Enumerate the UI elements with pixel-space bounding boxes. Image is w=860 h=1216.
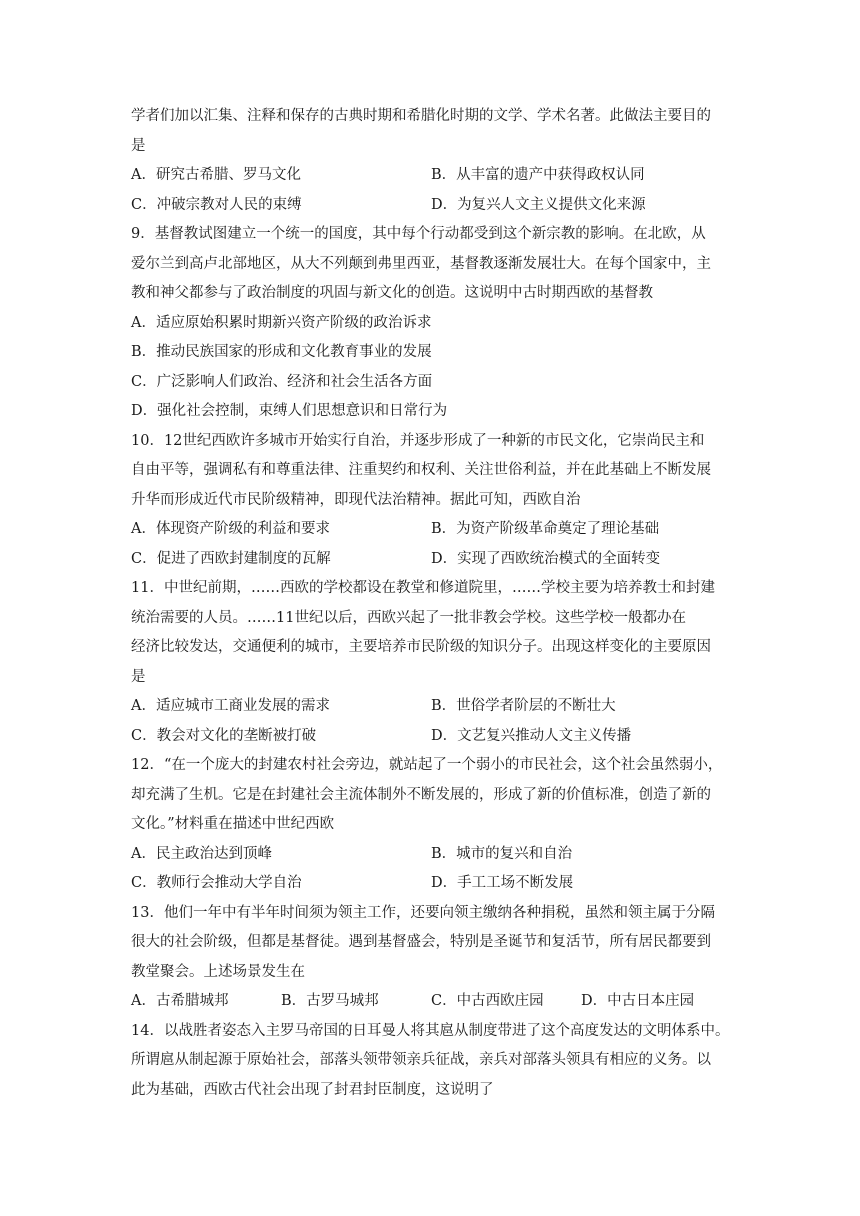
option-d[interactable]: D．为复兴人文主义提供文化来源 (431, 196, 646, 213)
question-8-tail (131, 102, 771, 220)
option-c[interactable]: C．中古西欧庄园 (431, 993, 544, 1009)
question-stem-line: 文化。”材料重在描述中世纪西欧 (131, 816, 335, 832)
question-stem-line: 学者们加以汇集、注释和保存的古典时期和希腊化时期的文学、学术名著。此做法主要目的 (131, 108, 711, 124)
option-a[interactable]: A．民主政治达到顶峰 (131, 845, 272, 862)
option-b[interactable]: B．世俗学者阶层的不断壮大 (431, 698, 616, 714)
option-a[interactable]: A．研究古希腊、罗马文化 (131, 167, 301, 183)
options-row (131, 840, 771, 870)
question-12 (131, 751, 771, 899)
option-c[interactable]: C．冲破宗教对人民的束缚 (131, 196, 302, 213)
option-d[interactable]: D．中古日本庄园 (581, 993, 695, 1009)
question-stem-line: 教和神父都参与了政治制度的巩固与新文化的创造。这说明中古时期西欧的基督教 (131, 285, 653, 301)
question-stem-line: 14．以战胜者姿态入主罗马帝国的日耳曼人将其扈从制度带进了这个高度发达的文明体系中。 (131, 1022, 730, 1039)
question-stem-line: 是 (131, 668, 146, 685)
option-b[interactable]: B．推动民族国家的形成和文化教育事业的发展 (131, 344, 432, 360)
question-stem-line: 教堂聚会。上述场景发生在 (131, 963, 305, 980)
question-stem-line: 自由平等，强调私有和尊重法律、注重契约和权利、关注世俗利益，并在此基础上不断发展 (131, 462, 711, 478)
question-stem-line: 9．基督教试图建立一个统一的国度，其中每个行动都受到这个新宗教的影响。在北欧，从 (131, 226, 706, 242)
question-stem-line: 此为基础，西欧古代社会出现了封君封臣制度，这说明了 (131, 1081, 494, 1098)
option-c[interactable]: C．教师行会推动大学自治 (131, 875, 302, 891)
question-stem-line: 12．“在一个庞大的封建农村社会旁边，就站起了一个弱小的市民社会，这个社会虽然弱小， (131, 757, 723, 773)
question-list (131, 102, 771, 1105)
option-b[interactable]: B．城市的复兴和自治 (431, 845, 573, 862)
question-stem-line: 10．12世纪西欧许多城市开始实行自治，并逐步形成了一种新的市民文化，它崇尚民主和 (131, 432, 705, 449)
option-d[interactable]: D．强化社会控制，束缚人们思想意识和日常行为 (131, 403, 448, 419)
option-b[interactable]: B．为资产阶级革命奠定了理论基础 (431, 521, 660, 537)
option-c[interactable]: C．教会对文化的垄断被打破 (131, 727, 317, 744)
question-stem-line: 升华而形成近代市民阶级精神，即现代法治精神。据此可知，西欧自治 (131, 491, 581, 508)
options-row (131, 161, 771, 191)
options-row (131, 515, 771, 545)
question-stem-line: 13．他们一年中有半年时间须为领主工作，还要向领主缴纳各种捐税，虽然和领主属于分隔 (131, 904, 715, 921)
option-b[interactable]: B．古罗马城邦 (281, 993, 379, 1009)
question-stem-line: 11．中世纪前期，……西欧的学校都设在教堂和修道院里，……学校主要为培养教士和封建 (131, 580, 715, 596)
question-14 (131, 1017, 771, 1106)
option-c[interactable]: C．广泛影响人们政治、经济和社会生活各方面 (131, 373, 433, 390)
options-row (131, 545, 771, 575)
options-row (131, 692, 771, 722)
options-row (131, 869, 771, 899)
question-9 (131, 220, 771, 427)
question-stem-line: 爱尔兰到高卢北部地区，从大不列颠到弗里西亚，基督教逐渐发展壮大。在每个国家中，主 (131, 255, 711, 272)
option-c[interactable]: C．促进了西欧封建制度的瓦解 (131, 550, 331, 567)
options-row (131, 987, 771, 1017)
option-d[interactable]: D．文艺复兴推动人文主义传播 (431, 727, 632, 744)
question-stem-line: 却充满了生机。它是在封建社会主流体制外不断发展的，形成了新的价值标准，创造了新的 (131, 786, 711, 803)
option-a[interactable]: A．体现资产阶级的利益和要求 (131, 521, 330, 537)
option-b[interactable]: B．从丰富的遗产中获得政权认同 (431, 167, 645, 183)
option-d[interactable]: D．实现了西欧统治模式的全面转变 (431, 550, 661, 567)
options-row (131, 722, 771, 752)
question-stem-line: 很大的社会阶级，但都是基督徒。遇到基督盛会，特别是圣诞节和复活节，所有居民都要到 (131, 934, 711, 950)
question-stem-line: 所谓扈从制起源于原始社会，部落头领带领亲兵征战，亲兵对部落头领具有相应的义务。以 (131, 1052, 711, 1068)
options-row (131, 191, 771, 221)
question-13 (131, 899, 771, 1017)
option-a[interactable]: A．古希腊城邦 (131, 993, 229, 1009)
question-stem-line: 是 (131, 137, 146, 154)
question-stem-line: 统治需要的人员。……11世纪以后，西欧兴起了一批非教会学校。这些学校一般都办在 (131, 609, 686, 626)
question-stem-line: 经济比较发达，交通便利的城市，主要培养市民阶级的知识分子。出现这样变化的主要原因 (131, 639, 711, 655)
option-d[interactable]: D．手工工场不断发展 (431, 875, 574, 891)
question-10 (131, 427, 771, 575)
question-11 (131, 574, 771, 751)
option-a[interactable]: A．适应城市工商业发展的需求 (131, 698, 330, 714)
option-a[interactable]: A．适应原始积累时期新兴资产阶级的政治诉求 (131, 314, 432, 331)
